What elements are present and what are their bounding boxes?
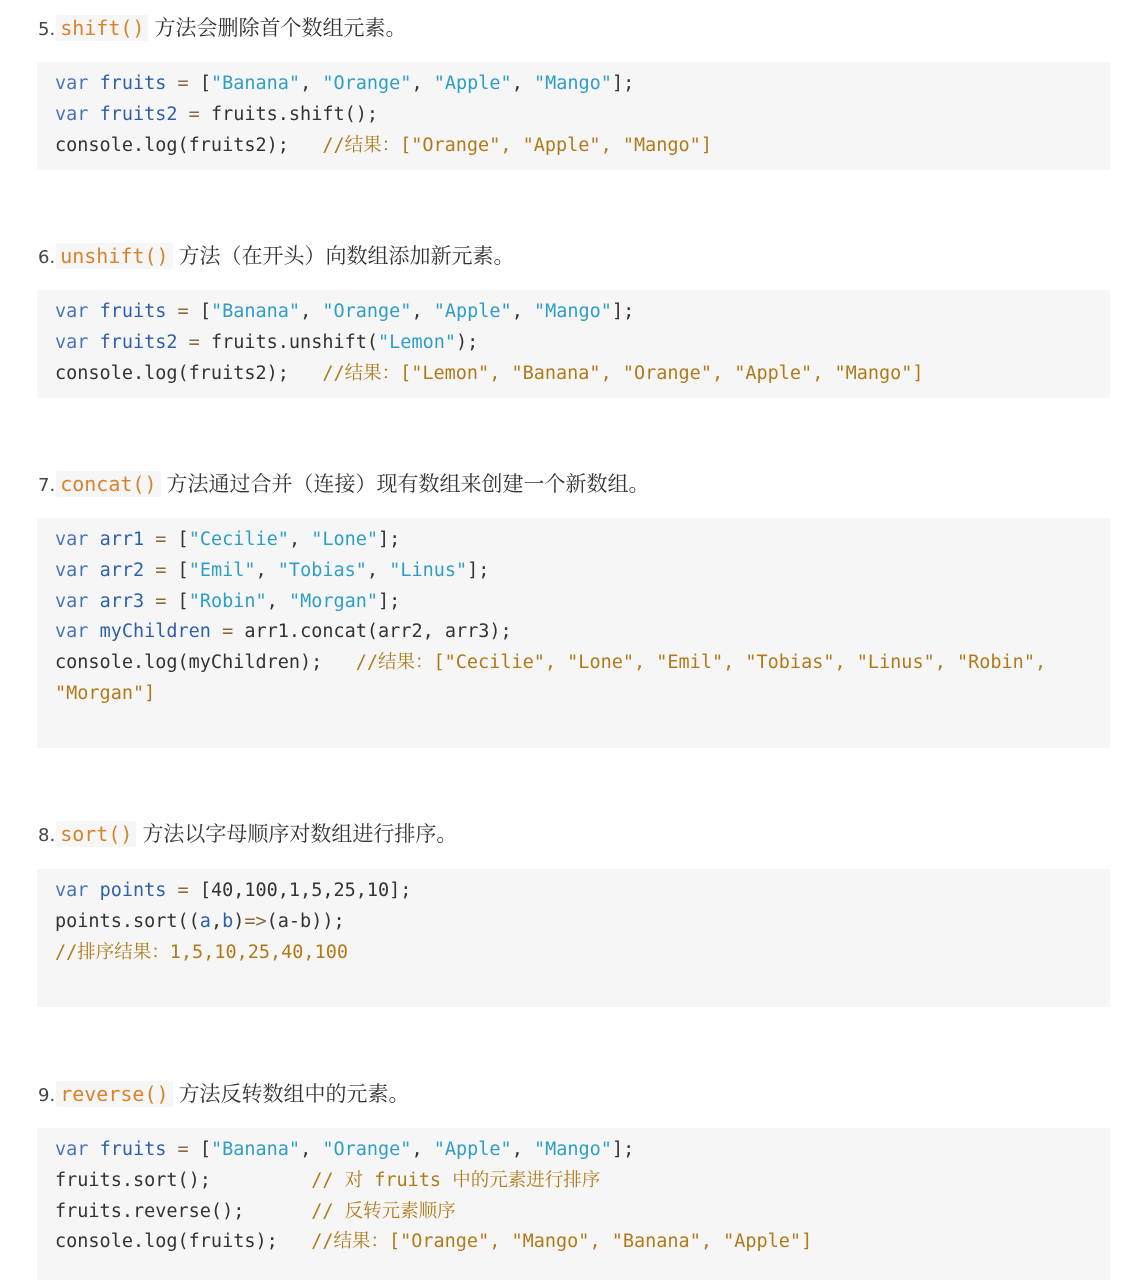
code-token: = [166,73,200,94]
code-token: = [210,621,245,643]
item-number: 7. [38,475,56,496]
code-token: "Apple" [433,301,512,322]
code-token: , [300,301,323,322]
code-token: "Mango" [533,301,612,322]
code-token: , [300,1139,323,1160]
code-token: , [411,1139,434,1160]
item-number: 5. [38,19,56,40]
code-token: //结果：["Lemon", "Banana", "Orange", "Apple", "Mango"] [322,362,924,384]
code-token: , [300,73,323,94]
code-line [55,877,411,905]
heading-sort [38,819,457,849]
code-token: var [55,621,100,643]
code-token: , [511,73,534,94]
code-token: "Orange" [322,73,412,94]
code-token: console.log(fruits2); [55,134,323,156]
code-line [55,1167,600,1195]
code-token: = [166,301,200,322]
code-token: var [55,1139,100,1160]
code-token: var [55,529,100,550]
code-token: fruits [99,1139,167,1160]
method-name: reverse() [56,1081,172,1107]
code-token: "Apple" [433,1139,512,1160]
code-token: points.sort(( [55,910,200,932]
code-token: ]; [611,301,635,322]
method-description: 方法（在开头）向数组添加新元素。 [178,244,515,268]
code-token: , [366,559,390,581]
code-line [55,649,1046,677]
code-token: arr2 [99,559,145,581]
code-token: , [511,1139,534,1160]
heading-reverse [38,1079,410,1109]
code-token: "Cecilie" [188,529,289,550]
code-line [55,132,712,160]
code-token: console.log(myChildren); [55,652,356,674]
code-token: ]; [611,73,635,94]
code-token: "Banana" [210,301,301,322]
code-token: "Emil" [188,559,256,581]
code-token: var [55,559,100,581]
code-token: , [266,590,289,612]
code-token: , [210,910,223,932]
code-token: "Banana" [210,73,301,94]
code-token: b [222,910,234,932]
code-token: [ [199,1139,211,1160]
code-token: "Orange" [322,301,412,322]
code-token: = [144,559,178,581]
method-name: unshift() [56,243,172,269]
code-token: = [177,103,211,125]
code-token: // 对 fruits 中的元素进行排序 [311,1169,601,1191]
item-number: 8. [38,825,56,846]
code-line [55,101,378,129]
code-token: => [244,910,267,932]
code-line [55,298,634,326]
code-line [55,329,478,357]
code-block-sort [37,869,1110,1007]
code-token: "Banana" [210,1139,301,1160]
heading-shift [38,13,406,43]
code-token: [ [177,590,189,612]
code-line [55,1228,812,1256]
code-token: [ [177,529,189,550]
code-token: "Orange" [322,1139,412,1160]
code-token: "Mango" [533,73,612,94]
code-line [55,526,400,554]
code-token: arr1 [99,529,145,550]
code-token: = [166,880,200,901]
code-token: [40,100,1,5,25,10]; [199,880,412,901]
code-token: "Morgan"] [55,683,156,704]
code-token: var [55,331,100,353]
code-token: , [288,529,312,550]
code-block-concat [37,518,1110,748]
code-token: [ [199,73,211,94]
code-token: fruits.shift(); [210,103,379,125]
code-token: points [99,880,167,901]
code-token: fruits2 [99,103,178,125]
code-token: fruits.reverse(); [55,1200,312,1222]
code-token: var [55,103,100,125]
code-token: console.log(fruits); [55,1231,312,1253]
method-description: 方法会删除首个数组元素。 [154,16,407,40]
code-token: , [411,301,434,322]
code-token: //排序结果：1,5,10,25,40,100 [55,941,348,963]
code-token: var [55,301,100,322]
code-token: var [55,73,100,94]
code-token: "Morgan" [288,590,379,612]
code-token: "Mango" [533,1139,612,1160]
code-token: //结果：["Cecilie", "Lone", "Emil", "Tobias", "Linus", "Robin", [355,652,1047,674]
code-token: "Robin" [188,590,267,612]
code-token: = [144,590,178,612]
code-line [55,360,924,388]
code-block-unshift [37,290,1110,398]
heading-unshift [38,241,515,271]
code-token: [ [199,301,211,322]
code-token: arr1.concat(arr2, arr3); [244,621,512,643]
method-name: sort() [56,821,136,847]
code-token: //结果：["Orange", "Mango", "Banana", "Apple"] [311,1231,813,1253]
code-token: [ [177,559,189,581]
code-token: = [144,529,178,550]
code-line [55,557,489,585]
code-line [55,939,348,967]
code-token: fruits.sort(); [55,1169,312,1191]
code-token: fruits2 [99,331,178,353]
code-token: a [199,910,211,932]
code-token: , [411,73,434,94]
code-line [55,588,400,616]
code-token: console.log(fruits2); [55,362,323,384]
item-number: 9. [38,1085,56,1106]
code-token: "Tobias" [277,559,367,581]
code-token: (a-b)); [266,910,345,932]
code-line [55,1136,634,1164]
code-line [55,680,155,708]
method-name: shift() [56,15,148,41]
code-line [55,618,512,646]
code-token: ]; [378,590,401,612]
code-token: var [55,590,100,612]
code-token: var [55,880,100,901]
code-token: ); [456,331,479,353]
code-token: myChildren [99,621,211,643]
code-token: fruits [99,73,167,94]
code-token: , [255,559,278,581]
code-token: fruits.unshift( [210,331,379,353]
code-line [55,1198,456,1226]
code-token: fruits [99,301,167,322]
code-token: ]; [378,529,401,550]
method-description: 方法反转数组中的元素。 [178,1082,410,1106]
code-token: ]; [611,1139,635,1160]
method-description: 方法通过合并（连接）现有数组来创建一个新数组。 [166,472,650,496]
method-description: 方法以字母顺序对数组进行排序。 [142,822,458,846]
code-block-reverse [37,1128,1110,1280]
code-token: // 反转元素顺序 [311,1200,456,1222]
code-token: = [166,1139,200,1160]
code-token: ) [233,910,245,932]
code-line [55,70,634,98]
code-token: "Apple" [433,73,512,94]
code-block-shift [37,62,1110,170]
code-token: ]; [467,559,490,581]
code-token: "Linus" [389,559,468,581]
item-number: 6. [38,247,56,268]
code-token: "Lemon" [378,331,456,353]
code-token: , [511,301,534,322]
code-line [55,908,345,936]
code-token: //结果：["Orange", "Apple", "Mango"] [322,134,712,156]
code-token: = [177,331,211,353]
method-name: concat() [56,471,160,497]
code-token: "Lone" [311,529,379,550]
heading-concat [38,469,650,499]
code-token: arr3 [99,590,145,612]
